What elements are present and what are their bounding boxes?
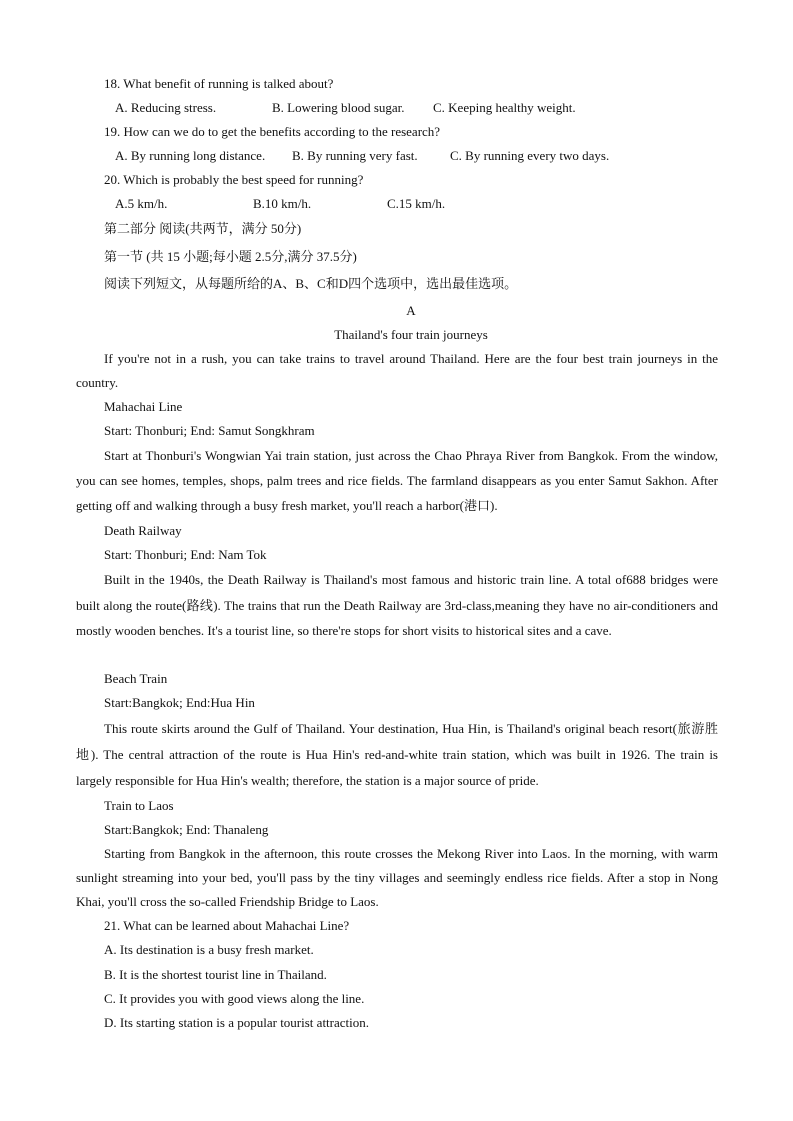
q19-option-b: B. By running very fast.: [292, 148, 418, 163]
route-text-train-to-laos: Starting from Bangkok in the afternoon, this route crosses the Mekong River into Laos. In the morning, with warm sunlight streaming into your bed, you'll pass by the tiny villages and seemingly endless rice fields. After a stop in Nong Khai, you'll cross the so-called Friendship Bridge to Laos.: [76, 846, 718, 909]
route-text-beach-train: This route skirts around the Gulf of Thailand. Your destination, Hua Hin, is Thailand's original beach resort(旅游胜地). The central attraction of the route is Hua Hin's red-and-white train station, which was built in 1926. The train is largely responsible for Hua Hin's wealth; therefore, the station is a major source of pride.: [76, 721, 718, 788]
route-ends-beach-train: Start:Bangkok; End:Hua Hin: [104, 695, 255, 710]
q19-option-c: C. By running every two days.: [450, 148, 610, 163]
q18-stem: 18. What benefit of running is talked about?: [104, 76, 334, 91]
route-text-death-railway: Built in the 1940s, the Death Railway is Thailand's most famous and historic train line. A total of688 bridges were built along the route(路线). The trains that run the Death Railway are 3rd-class,meaning they have no air-conditioners and mostly wooden benches. It's a tourist line, so there're stops for short visits to historical sites and a cave.: [76, 572, 718, 638]
passage-letter: A: [406, 303, 416, 318]
q21-option-a: A. Its destination is a busy fresh market.: [104, 942, 314, 957]
route-name-death-railway: Death Railway: [104, 523, 182, 538]
route-name-beach-train: Beach Train: [104, 671, 168, 686]
q21-option-d: D. Its starting station is a popular tourist attraction.: [104, 1015, 370, 1030]
q20-option-a: A.5 km/h.: [115, 196, 168, 211]
q18-option-c: C. Keeping healthy weight.: [433, 100, 576, 115]
route-name-mahachai: Mahachai Line: [104, 399, 183, 414]
q21-option-c: C. It provides you with good views along the line.: [104, 991, 365, 1006]
route-name-train-to-laos: Train to Laos: [104, 798, 174, 813]
q21-stem: 21. What can be learned about Mahachai Line?: [104, 918, 350, 933]
passage-title: Thailand's four train journeys: [334, 327, 488, 342]
q18-option-a: A. Reducing stress.: [115, 100, 217, 115]
q21-option-b: B. It is the shortest tourist line in Thailand.: [104, 967, 327, 982]
q20-option-b: B.10 km/h.: [253, 196, 312, 211]
route-text-mahachai: Start at Thonburi's Wongwian Yai train station, just across the Chao Phraya River from Bangkok. From the window, you can see homes, temples, shops, palm trees and rice fields. The farmland disappears as you enter Samut Sakhon. After getting off and walking through a busy fresh market, you'll reach a harbor(港口).: [76, 448, 718, 513]
passage-intro: If you're not in a rush, you can take trains to travel around Thailand. Here are the four best train journeys in the country.: [76, 351, 718, 390]
route-ends-train-to-laos: Start:Bangkok; End: Thanaleng: [104, 822, 269, 837]
section-part2-heading: 第二部分 阅读(共两节，满分 50分): [104, 221, 302, 236]
q18-option-b: B. Lowering blood sugar.: [272, 100, 405, 115]
route-ends-mahachai: Start: Thonburi; End: Samut Songkhram: [104, 423, 315, 438]
q20-option-c: C.15 km/h.: [387, 196, 446, 211]
section-part2-1-heading: 第一节 (共 15 小题;每小题 2.5分,满分 37.5分): [104, 249, 357, 264]
section-instructions: 阅读下列短文，从每题所给的A、B、C和D四个选项中，选出最佳选项。: [104, 276, 518, 291]
q19-option-a: A. By running long distance.: [115, 148, 266, 163]
q20-stem: 20. Which is probably the best speed for running?: [104, 172, 364, 187]
q19-stem: 19. How can we do to get the benefits according to the research?: [104, 124, 441, 139]
route-ends-death-railway: Start: Thonburi; End: Nam Tok: [104, 547, 267, 562]
